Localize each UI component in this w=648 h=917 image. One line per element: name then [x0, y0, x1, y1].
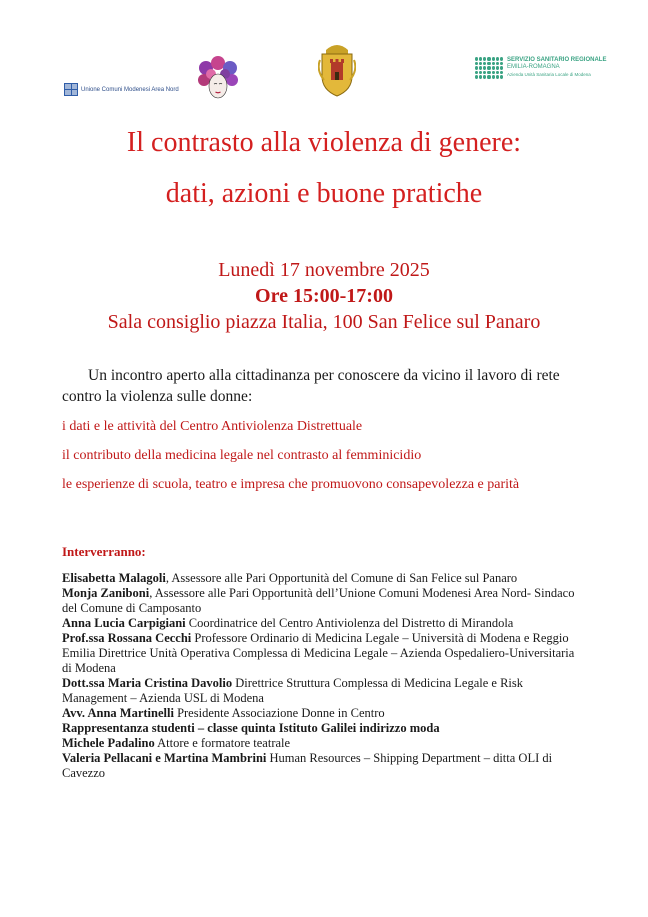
speaker-item	[62, 571, 582, 586]
ssr-dots-icon	[475, 57, 503, 79]
speaker-role: Human Resources – Shipping Department – ditta OLI di Cavezzo	[62, 751, 553, 780]
topics-list	[62, 417, 582, 495]
speaker-item	[62, 676, 582, 706]
speaker-role: Presidente Associazione Donne in Centro	[173, 706, 385, 720]
speaker-item	[62, 631, 582, 676]
speaker-role: Direttrice Struttura Complessa di Medicina Legale e Risk Management – Azienda USL di Modena	[62, 676, 524, 705]
speaker-name: Rappresentanza studenti – classe quinta Istituto Galilei indirizzo moda	[62, 721, 440, 735]
speaker-name: Dott.ssa Maria Cristina Davolio	[62, 676, 233, 690]
event-venue: Sala consiglio piazza Italia, 100 San Felice sul Panaro	[107, 311, 541, 333]
ssr-line-1: SERVIZIO SANITARIO REGIONALE	[507, 57, 607, 63]
speaker-name: Valeria Pellacani e Martina Mambrini	[62, 751, 267, 765]
speaker-role: Attore e formatore teatrale	[154, 736, 291, 750]
speaker-item	[62, 616, 582, 631]
speaker-role: , Assessore alle Pari Opportunità dell’Unione Comuni Modenesi Area Nord- Sindaco del Comune di Camposanto	[62, 586, 575, 615]
speaker-name: Avv. Anna Martinelli	[62, 706, 174, 720]
speaker-name: Monja Zaniboni	[62, 586, 150, 600]
speaker-name: Prof.ssa Rossana Cecchi	[62, 631, 192, 645]
speakers-list	[62, 571, 582, 781]
speaker-name: Anna Lucia Carpigiani	[62, 616, 186, 630]
unione-comuni-label: Unione Comuni Modenesi Area Nord	[81, 86, 179, 93]
speaker-role: Professore Ordinario di Medicina Legale – Università di Modena e Reggio Emilia Direttrice Unità Operativa Complessa di Medicina Legale – Azienda Ospedaliero-Universitaria di Modena	[62, 631, 575, 675]
unione-comuni-icon	[64, 83, 78, 96]
header-logos	[0, 0, 648, 110]
ssr-line-2: EMILIA-ROMAGNA	[507, 64, 560, 70]
speaker-name: Michele Padalino	[62, 736, 155, 750]
topic-item: le esperienze di scuola, teatro e impresa che promuovono consapevolezza e parità	[62, 477, 520, 492]
event-time: Ore 15:00-17:00	[255, 285, 393, 307]
title-line-2: dati, azioni e buone pratiche	[165, 178, 483, 209]
event-date: Lunedì 17 novembre 2025	[218, 259, 430, 281]
ssr-emilia-romagna-logo	[475, 57, 606, 79]
speaker-item	[62, 586, 582, 616]
speaker-item	[62, 706, 582, 721]
speakers-heading: Interverranno:	[62, 544, 146, 559]
speaker-role: Coordinatrice del Centro Antiviolenza del Distretto di Mirandola	[185, 616, 514, 630]
woman-face-logo	[196, 56, 240, 102]
intro-paragraph: Un incontro aperto alla cittadinanza per conoscere da vicino il lavoro di rete contro la violenza sulle donne:	[62, 367, 560, 405]
speaker-name: Elisabetta Malagoli	[62, 571, 166, 585]
ssr-line-3: Azienda Unità Sanitaria Locale di Modena	[507, 72, 591, 77]
speaker-item	[62, 721, 582, 736]
speaker-item	[62, 751, 582, 781]
speaker-role: , Assessore alle Pari Opportunità del Comune di San Felice sul Panaro	[165, 571, 518, 585]
speaker-item	[62, 736, 582, 751]
topic-item: il contributo della medicina legale nel contrasto al femminicidio	[62, 448, 422, 463]
municipal-crest-logo	[318, 40, 356, 98]
topic-item: i dati e le attività del Centro Antiviolenza Distrettuale	[62, 419, 363, 434]
title-line-1: Il contrasto alla violenza di genere:	[126, 127, 522, 158]
unione-comuni-logo	[64, 83, 179, 96]
